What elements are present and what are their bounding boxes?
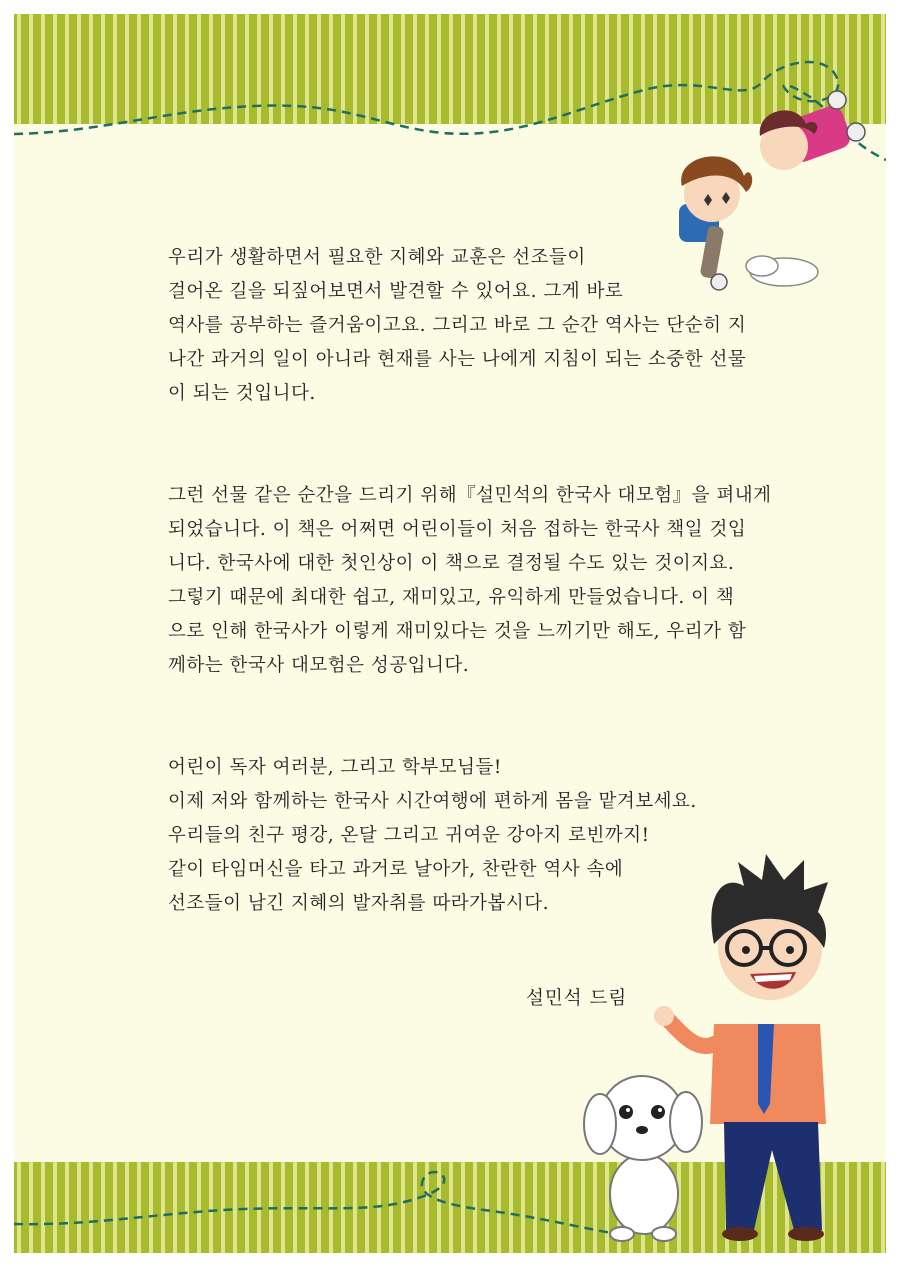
- text-line: 선조들이 남긴 지혜의 발자취를 따라가봅시다.: [168, 893, 549, 914]
- text-line: 이 되는 것입니다.: [168, 383, 316, 404]
- text-line: 그런 선물 같은 순간을 드리기 위해『설민석의 한국사 대모험』을 펴내게: [168, 485, 772, 506]
- paragraph-2: [168, 479, 818, 683]
- text-line: 우리들의 친구 평강, 온달 그리고 귀여운 강아지 로빈까지!: [168, 825, 650, 846]
- paragraph-3: [168, 751, 818, 921]
- signature: 설민석 드림: [526, 988, 628, 1009]
- text-line: 이제 저와 함께하는 한국사 시간여행에 편하게 몸을 맡겨보세요.: [168, 791, 697, 812]
- text-line: 되었습니다. 이 책은 어쩌면 어린이들이 처음 접하는 한국사 책일 것입: [168, 519, 747, 540]
- text-line: 어린이 독자 여러분, 그리고 학부모님들!: [168, 757, 502, 778]
- paragraph-1: [168, 241, 818, 411]
- text-line: 우리가 생활하면서 필요한 지혜와 교훈은 선조들이: [168, 247, 586, 268]
- text-line: 나간 과거의 일이 아니라 현재를 사는 나에게 지침이 되는 소중한 선물: [168, 349, 747, 370]
- text-line: 역사를 공부하는 즐거움이고요. 그리고 바로 그 순간 역사는 단순히 지: [168, 315, 747, 336]
- text-line: 으로 인해 한국사가 이렇게 재미있다는 것을 느끼기만 해도, 우리가 함: [168, 621, 747, 642]
- letter-page: [14, 14, 886, 1253]
- text-line: 같이 타임머신을 타고 과거로 날아가, 찬란한 역사 속에: [168, 859, 624, 880]
- text-line: 걸어온 길을 되짚어보면서 발견할 수 있어요. 그게 바로: [168, 281, 624, 302]
- text-line: 그렇기 때문에 최대한 쉽고, 재미있고, 유익하게 만들었습니다. 이 책: [168, 587, 735, 608]
- text-line: 니다. 한국사에 대한 첫인상이 이 책으로 결정될 수도 있는 것이지요.: [168, 553, 735, 574]
- puppy-illustration: [584, 1076, 702, 1241]
- text-line: 께하는 한국사 대모험은 성공입니다.: [168, 655, 470, 676]
- bottom-dashed-path: [14, 1172, 634, 1236]
- top-dashed-path: [14, 62, 886, 160]
